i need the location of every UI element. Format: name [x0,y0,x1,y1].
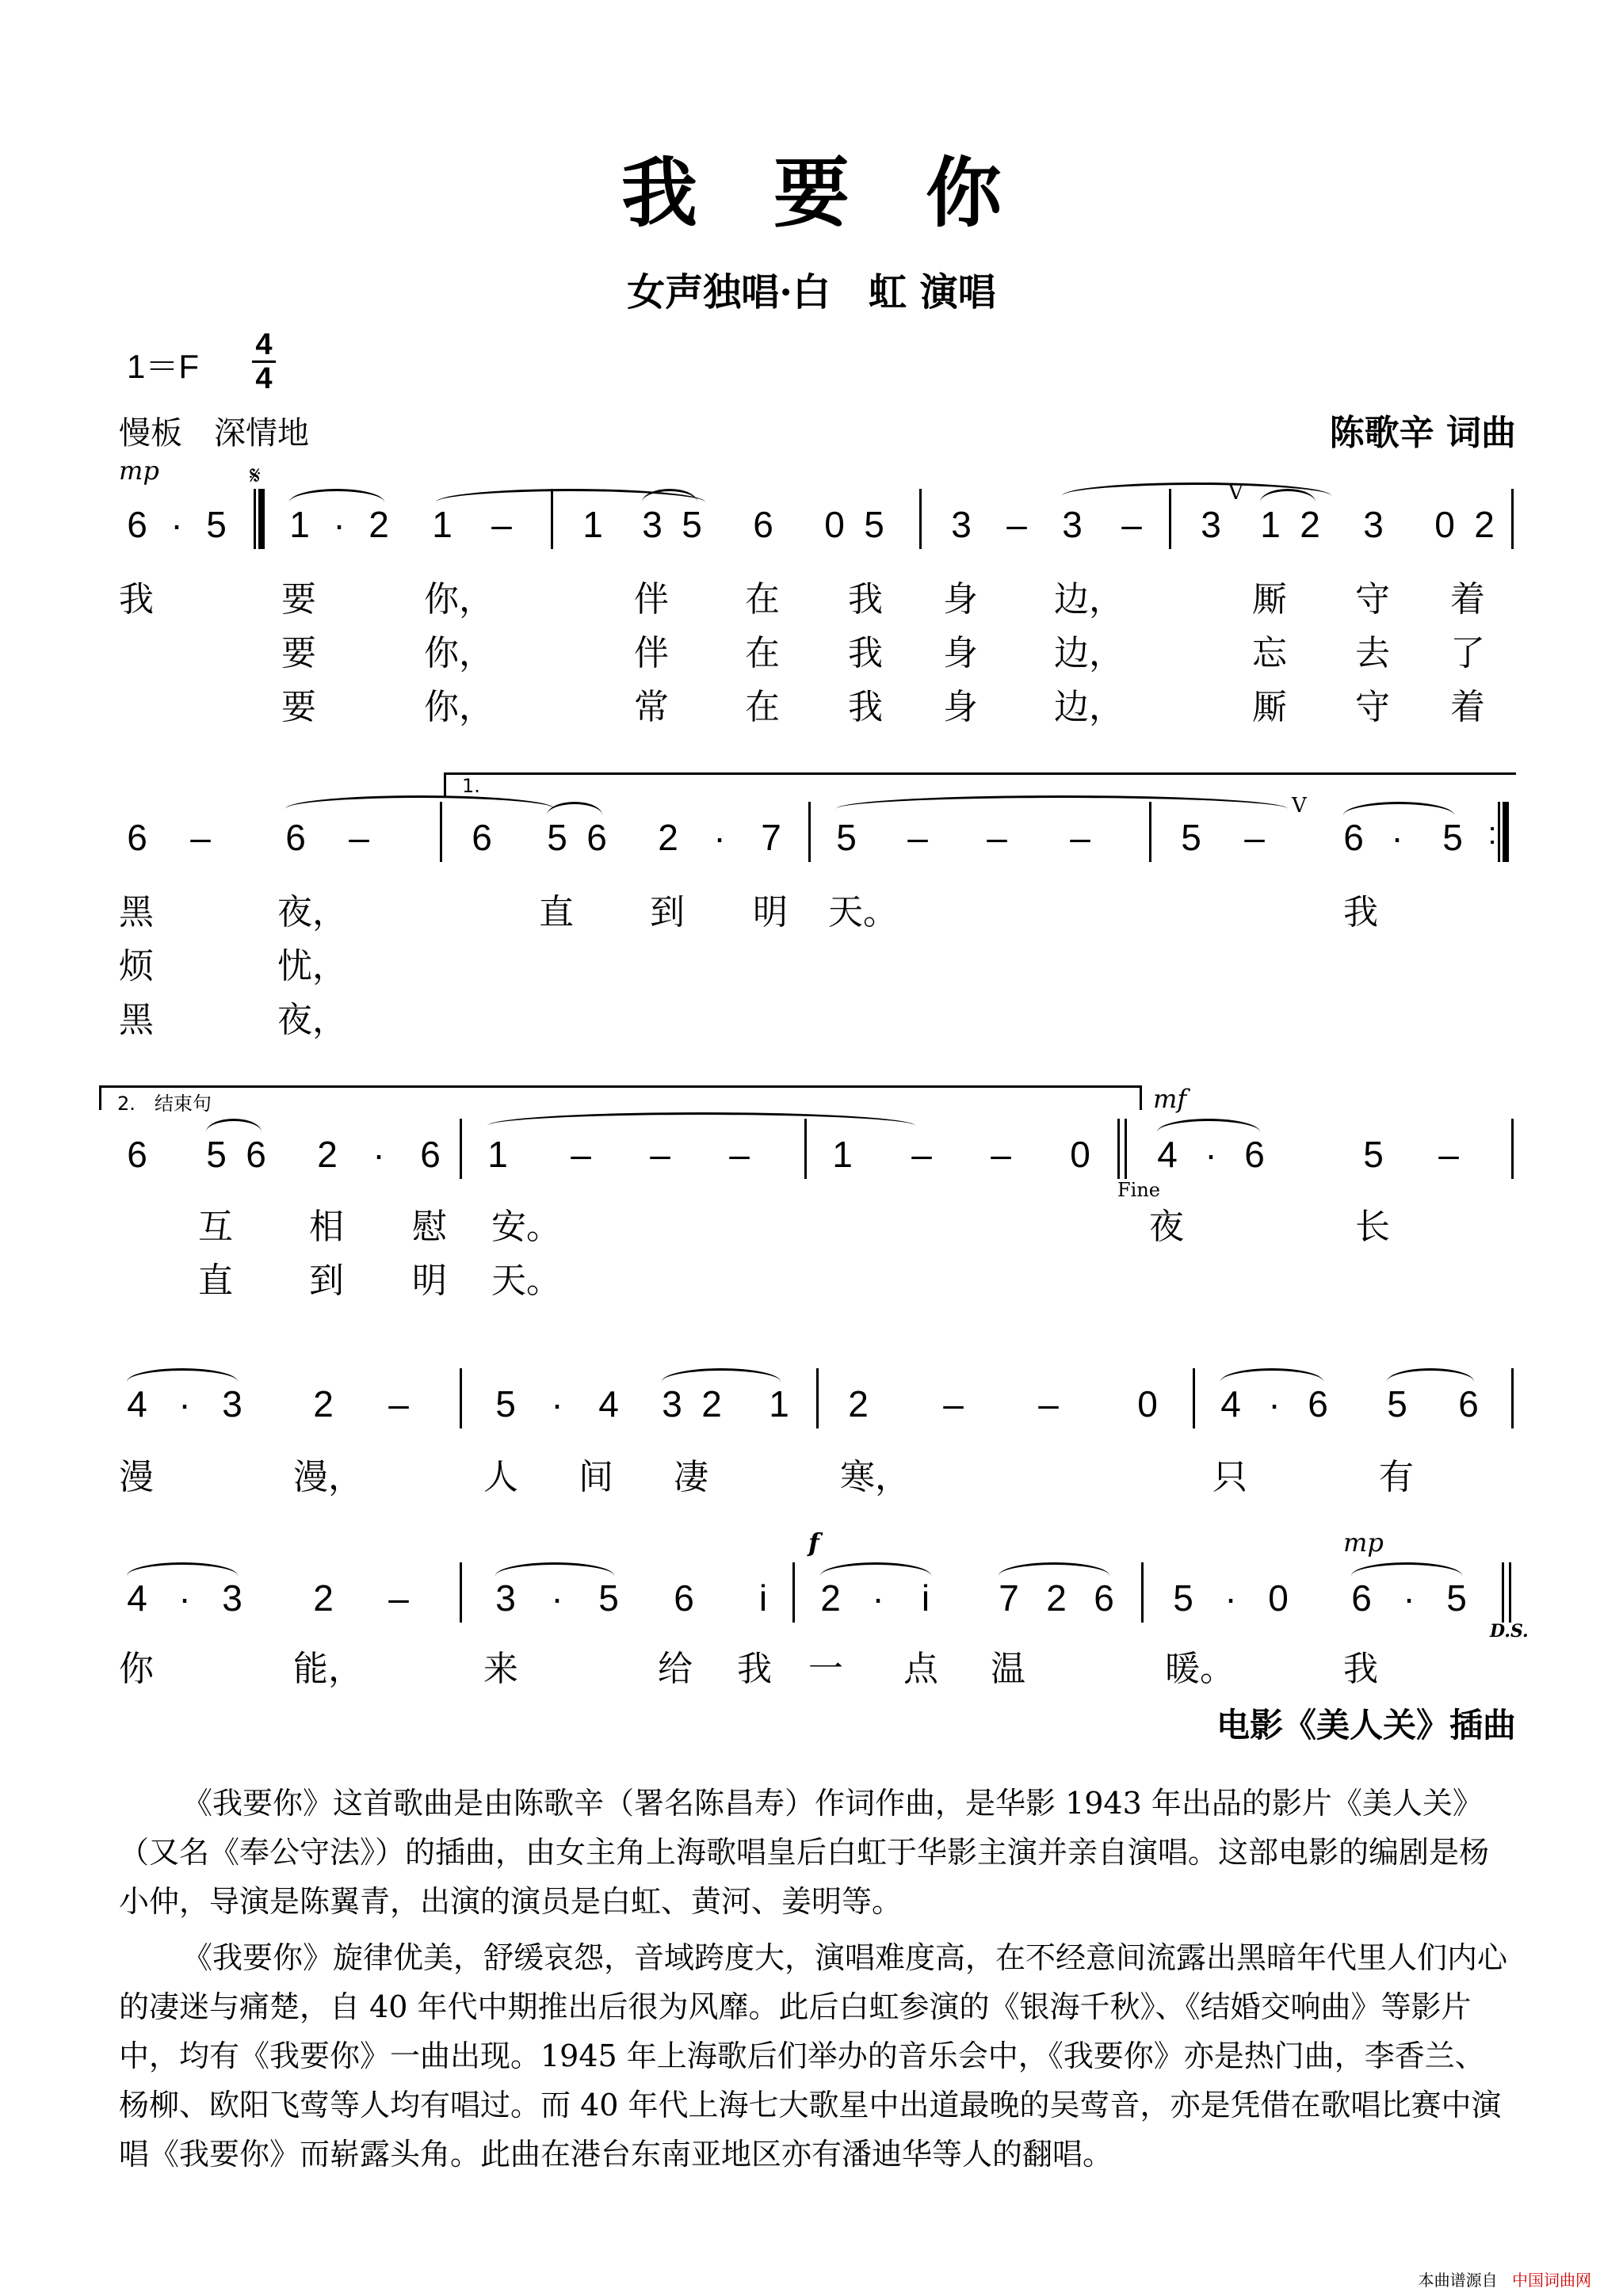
tempo-marking: 慢板 深情地 [119,415,309,452]
dash: – [190,817,211,858]
note: 1 [432,504,453,545]
dash: – [1121,504,1142,545]
note: 2 [1046,1577,1067,1619]
song-subtitle: 女声独唱·白 虹 演唱 [627,270,996,315]
repeat-end-bar [1498,802,1509,862]
note: 3 [1062,504,1083,545]
volta-1: 1. [444,772,1516,797]
note: 5 [547,817,567,858]
note: 6 [586,817,607,858]
volta-2: 2. 结束句 [99,1085,1142,1110]
bar-line [816,1368,819,1428]
tie [487,1112,915,1126]
note: 2 [313,1577,334,1619]
dash: – [911,1134,932,1175]
note: 6 [1094,1577,1114,1619]
note: 3 [1201,504,1221,545]
note: i [758,1577,768,1619]
note: 7 [761,817,781,858]
note-dot: · [872,1577,884,1619]
dash: – [388,1577,409,1619]
note: 5 [682,504,702,545]
staff-system-5 [119,1527,1529,1642]
note: 3 [222,1577,242,1619]
bar-line [1169,489,1171,549]
dynamic-mf: mf [1153,1084,1187,1114]
slur [1343,802,1454,815]
note: 5 [1442,817,1463,858]
bar-line [440,802,442,862]
note: 6 [472,817,492,858]
slur [1351,1562,1462,1576]
note: 5 [1387,1383,1407,1425]
composer-credit: 陈歌辛 词曲 [1329,413,1516,453]
note: 5 [495,1383,516,1425]
slur [999,1562,1109,1576]
note-dot: · [178,1383,191,1425]
note: 2 [317,1134,338,1175]
dash: – [907,817,928,858]
note: 3 [1363,504,1384,545]
bar-line [1141,1562,1144,1623]
note: 0 [1070,1134,1090,1175]
note: 5 [1173,1577,1193,1619]
film-note: 电影《美人关》插曲 [1216,1706,1516,1745]
note: 4 [1220,1383,1241,1425]
note: 6 [246,1134,266,1175]
note: 6 [1458,1383,1479,1425]
footer-site-link[interactable]: 中国词曲网 [1512,2271,1591,2290]
dash: – [650,1134,670,1175]
bar-line [804,1119,807,1179]
segno-mark: 𝄋 [250,460,261,490]
bar-line [1511,1368,1514,1428]
dynamic-f: f [808,1527,819,1558]
note: 5 [206,1134,227,1175]
dash: – [943,1383,964,1425]
staff-system-1 [119,456,1514,559]
note: 1 [289,504,310,545]
dash: – [388,1383,409,1425]
note: 6 [1244,1134,1265,1175]
slur [1157,1119,1260,1132]
bar-line [460,1562,462,1623]
footer [1419,2267,1591,2290]
note: 1 [582,504,603,545]
note: 5 [598,1577,619,1619]
dynamic-mp: mp [119,456,159,486]
paragraph-1: 《我要你》这首歌曲是由陈歌辛（署名陈昌寿）作词作曲，是华影 1943 年出品的影片《美人关》（又名《奉公守法》）的插曲，由女主角上海歌唱皇后白虹于华影主演并亲自演唱。这部电影的编剧是杨小仲，导演是陈翼青，出演的演员是白虹、黄河、姜明等。 [119,1786,1490,1919]
tie [836,795,1288,809]
note: 6 [753,504,773,545]
note-dot: · [1224,1577,1237,1619]
note: 0 [824,504,845,545]
note-dot: · [372,1134,385,1175]
note: 4 [127,1577,147,1619]
note-dot: · [1391,817,1403,858]
note: 1 [487,1134,508,1175]
note-dot: · [178,1577,191,1619]
dash: – [1006,504,1027,545]
slur [1387,1368,1474,1382]
final-double-bar [1502,1562,1511,1623]
dash: – [571,1134,591,1175]
song-title: 我要你 [621,148,1078,238]
note: 2 [313,1383,334,1425]
fine-mark: Fine [1117,1179,1160,1201]
note: 5 [1446,1577,1467,1619]
note: i [921,1577,930,1619]
note: 2 [848,1383,869,1425]
note: 0 [1434,504,1455,545]
note: 6 [674,1577,694,1619]
ds-mark: D.S. [1490,1621,1529,1642]
note-dot: · [713,817,726,858]
note: 6 [127,1134,147,1175]
dash: – [1070,817,1090,858]
note: 1 [832,1134,853,1175]
dash: – [349,817,369,858]
bar-line [1511,1119,1514,1179]
slur [127,1562,238,1576]
note: 5 [206,504,227,545]
dash: – [729,1134,750,1175]
dash: – [1438,1134,1459,1175]
repeat-start-bar [254,489,265,549]
slur [820,1562,931,1576]
time-bottom: 4 [255,362,273,395]
note: 1 [769,1383,789,1425]
note-dot: · [551,1577,563,1619]
dash: – [987,817,1007,858]
note: 6 [1343,817,1364,858]
note: 1 [1260,504,1281,545]
bar-line [1193,1368,1195,1428]
note-dot: · [551,1383,563,1425]
note: 6 [285,817,306,858]
breath-mark: V [1228,481,1243,505]
slur [127,1368,238,1382]
bar-line [460,1119,462,1179]
slur [547,802,602,815]
breath-mark: V [1292,794,1307,818]
slur [1220,1368,1323,1382]
bar-line [919,489,922,549]
bar-line [808,802,811,862]
tie [285,795,555,809]
time-signature [252,329,276,395]
note: 6 [420,1134,441,1175]
slur [289,489,384,502]
fine-double-bar [1117,1119,1127,1179]
dash: – [1244,817,1265,858]
note: 5 [864,504,884,545]
note: 2 [1300,504,1320,545]
note: 7 [999,1577,1019,1619]
note: 6 [127,817,147,858]
note-dot: · [1268,1383,1281,1425]
note: 2 [820,1577,841,1619]
note: 3 [951,504,972,545]
staff-system-4 [119,1383,1514,1438]
dash: – [1038,1383,1059,1425]
staff-system-2 [119,794,1514,871]
bar-line [551,489,553,549]
note: 0 [1137,1383,1158,1425]
paragraph-2: 《我要你》旋律优美，舒缓哀怨，音域跨度大，演唱难度高，在不经意间流露出黑暗年代里人们内心的凄迷与痛楚，自 40 年代中期推出后很为风靡。此后白虹参演的《银海千秋》、《结婚交响曲》等影片中，均有《我要你》一曲出现。1945 年上海歌后们举办的音乐会中，《我要你》亦是热门曲，李香兰、杨柳、欧阳飞莺等人均有唱过。而 40 年代上海七大歌星中出道最晚的吴莺音，亦是凭借在歌唱比赛中演唱《我要你》而崭露头角。此曲在港台东南亚地区亦有潘迪华等人的翻唱。 [119,1940,1508,2172]
dash: – [491,504,512,545]
note: 2 [701,1383,722,1425]
time-top: 4 [255,328,273,361]
slur [495,1562,614,1576]
slur [662,1368,781,1382]
note: 0 [1268,1577,1289,1619]
note: 3 [642,504,663,545]
note: 5 [1363,1134,1384,1175]
note: 6 [127,504,147,545]
note-dot: · [170,504,183,545]
note-dot: · [1403,1577,1415,1619]
note: 2 [1474,504,1495,545]
note: 4 [1157,1134,1178,1175]
note: 2 [658,817,678,858]
note: 5 [836,817,857,858]
note: 6 [1351,1577,1372,1619]
bar-line [460,1368,462,1428]
repeat-colon: : [1487,816,1497,851]
note: 3 [495,1577,516,1619]
bar-line [1511,489,1514,549]
note: 3 [222,1383,242,1425]
note: 2 [369,504,389,545]
note: 3 [662,1383,682,1425]
note: 4 [127,1383,147,1425]
note: 6 [1308,1383,1328,1425]
note-dot: · [333,504,346,545]
bar-line [792,1562,795,1623]
note-dot: · [1205,1134,1217,1175]
footer-source: 本曲谱源自 [1418,2271,1498,2290]
note: 4 [598,1383,619,1425]
bar-line [1149,802,1151,862]
dash: – [991,1134,1011,1175]
slur [206,1119,262,1132]
dynamic-mp: mp [1343,1527,1384,1558]
note: 5 [1181,817,1201,858]
key-signature: 1＝F [127,348,200,385]
